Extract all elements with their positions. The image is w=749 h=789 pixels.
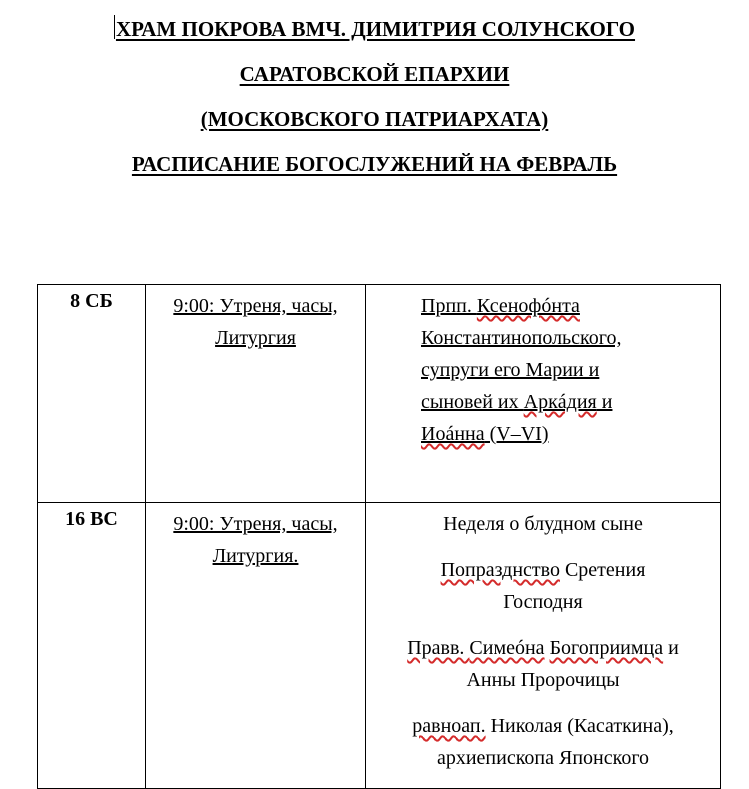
feast-text bbox=[366, 290, 720, 450]
church-name: ХРАМ ПОКРОВА ВМЧ. ДИМИТРИЯ СОЛУНСКОГО bbox=[115, 17, 636, 41]
table-row bbox=[38, 503, 721, 789]
time-line: 9:00: Утреня, часы, bbox=[173, 513, 338, 535]
heading-line-diocese: САРАТОВСКОЙ ЕПАРХИИ bbox=[239, 62, 510, 86]
spellcheck-word: Попразднство bbox=[440, 559, 560, 581]
table-row bbox=[38, 285, 721, 503]
feast-paragraph bbox=[366, 710, 720, 774]
spellcheck-word: Симеóна bbox=[469, 637, 545, 659]
document-heading bbox=[0, 10, 749, 190]
time-line: Литургия bbox=[215, 327, 296, 349]
spellcheck-word: Ксенофóнта bbox=[476, 295, 580, 317]
feast-line: сыновей их Аркáдия и bbox=[421, 391, 613, 413]
time-cell bbox=[146, 285, 366, 503]
time-line: Литургия. bbox=[212, 545, 299, 567]
time-line: 9:00: Утреня, часы, bbox=[173, 295, 338, 317]
time-cell bbox=[146, 503, 366, 789]
feast-line: Правв. Симеóна Богоприимца и bbox=[407, 637, 679, 659]
text-cursor bbox=[114, 15, 115, 39]
feast-cell bbox=[366, 503, 721, 789]
heading-line-church bbox=[0, 10, 749, 55]
feast-paragraph bbox=[366, 508, 720, 540]
date-cell: 16 ВС bbox=[38, 503, 146, 789]
feast-line: архиепископа Японского bbox=[436, 747, 650, 769]
feast-line: супруги его Марии и bbox=[421, 359, 600, 381]
spellcheck-word: Богоприимца bbox=[549, 637, 664, 659]
spellcheck-word: Правв. bbox=[407, 637, 470, 659]
feast-cell bbox=[366, 285, 721, 503]
heading-line-schedule-title: РАСПИСАНИЕ БОГОСЛУЖЕНИЙ НА ФЕВРАЛЬ bbox=[131, 152, 618, 176]
date-cell: 8 СБ bbox=[38, 285, 146, 503]
feast-line: Прпп. Ксенофóнта bbox=[421, 295, 580, 317]
feast-line: Анны Пророчицы bbox=[466, 669, 620, 691]
spellcheck-word: Иоáнна bbox=[421, 423, 485, 445]
spellcheck-word: Аркáдия bbox=[523, 391, 597, 413]
feast-line: Иоáнна (V–VI) bbox=[421, 423, 549, 445]
feast-text bbox=[366, 508, 720, 774]
feast-line: Неделя о блудном сыне bbox=[443, 513, 643, 535]
spellcheck-word: равноап. bbox=[412, 715, 486, 737]
feast-line: равноап. Николая (Касаткина), bbox=[412, 715, 674, 737]
feast-line: Попразднство Сретения bbox=[440, 559, 646, 581]
heading-line-patriarchate: (МОСКОВСКОГО ПАТРИАРХАТА) bbox=[200, 107, 549, 131]
feast-line: Константинопольского, bbox=[421, 327, 622, 349]
feast-line: Господня bbox=[503, 591, 583, 613]
feast-paragraph bbox=[366, 632, 720, 696]
schedule-table bbox=[37, 284, 721, 789]
feast-paragraph bbox=[366, 554, 720, 618]
